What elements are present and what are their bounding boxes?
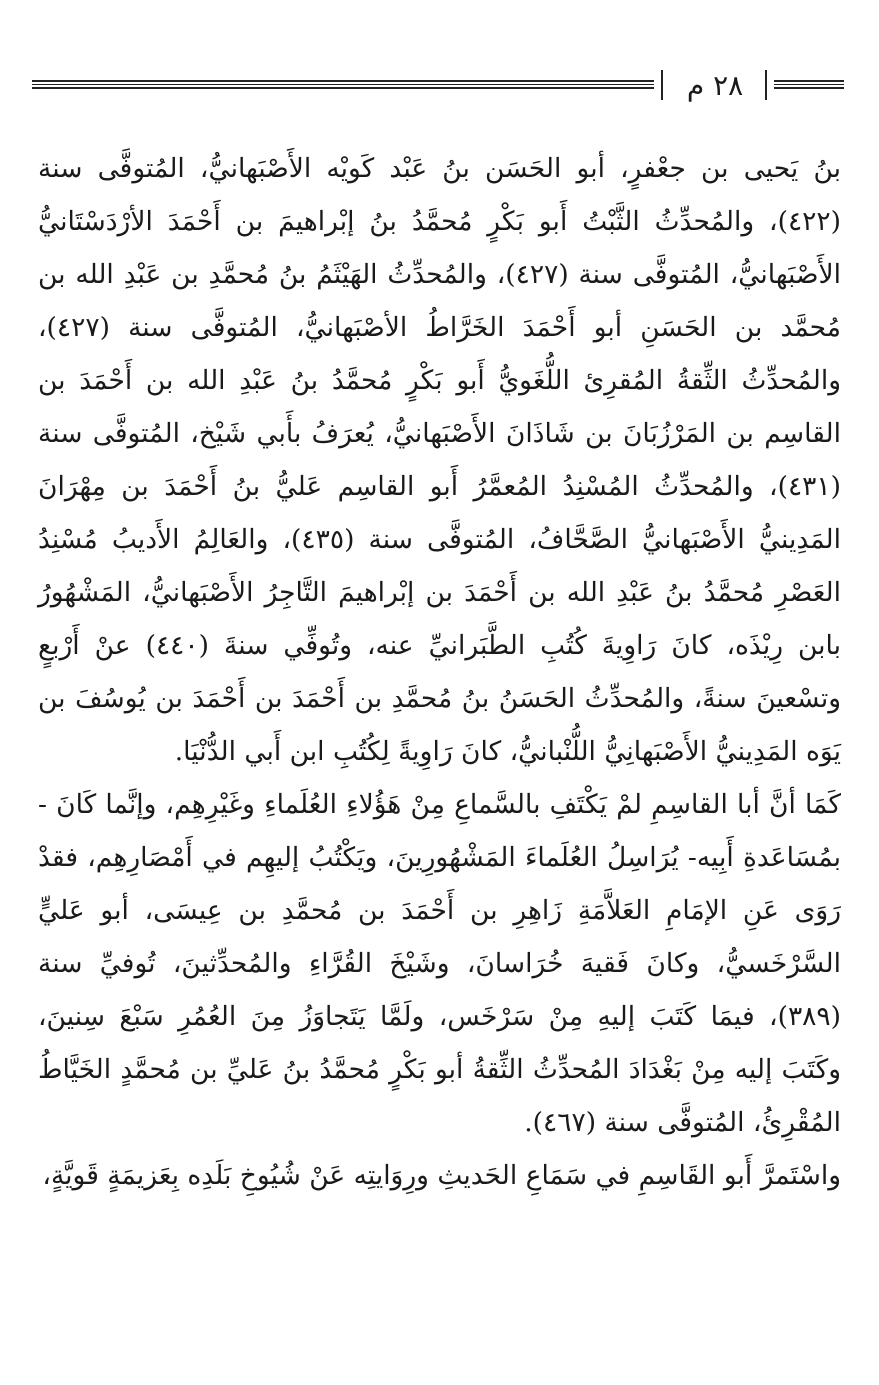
paragraph-2: كَمَا أنَّ أبا القاسِمِ لمْ يَكْتَفِ بالسَّماعِ مِنْ هَؤُلاءِ العُلَماءِ وغَيْرِهِم، وإنَّما كَانَ - بمُسَاعَدةِ أَبِيه- يُرَاسِلُ العُلَماءَ المَشْهُورِينَ، ويَكْتُبُ إليهِم في أَمْصَارِهِم، فقدْ رَوَى عَنِ الإمَامِ العَلاَّمَةِ زَاهِرِ بن أَحْمَدَ بن مُحمَّدِ بن عِيسَى، أبو عَليٍّ السَّرْخَسيُّ، وكانَ فَقيهَ خُرَاسانَ، وشَيْخَ القُرَّاءِ والمُحدِّثينَ، تُوفيِّ سنة (٣٨٩)، فيمَا كَتَبَ إليهِ مِنْ سَرْخَس، ولَمَّا يَتَجاوَزُ مِنَ العُمُرِ سَبْعَ سِنينَ، وكَتَبَ إليه مِنْ بَغْدَادَ المُحدِّثُ الثِّقةُ أبو بَكْرٍ مُحمَّدُ بنُ عَليِّ بن مُحمَّدٍ الخَيَّاطُ المُقْرِئُ، المُتوفَّى سنة (٤٦٧). (38, 789, 841, 1138)
header-rule-right (774, 80, 844, 89)
page-number: ٢٨ م (686, 69, 744, 102)
page-header (32, 66, 844, 106)
header-divider-left (661, 70, 663, 100)
header-rule-left (32, 80, 654, 89)
body-text (38, 142, 841, 1202)
paragraph-1: بنُ يَحيى بن جعْفرٍ، أبو الحَسَن بنُ عَبْد كَويْه الأَصْبَهانيُّ، المُتوفَّى سنة (٤٢٢)، والمُحدِّثُ الثَّبْتُ أَبو بَكْرٍ مُحمَّدُ بنُ إبْراهيمَ بن أَحْمَدَ الأرْدَسْتَانيُّ الأَصْبَهانيُّ، المُتوفَّى سنة (٤٢٧)، والمُحدِّثُ الهَيْثَمُ بنُ مُحمَّدِ بن عَبْدِ الله بن مُحمَّد بن الحَسَنِ أبو أَحْمَدَ الخَرَّاطُ الأصْبَهانيُّ، المُتوفَّى سنة (٤٢٧)، والمُحدِّثُ الثِّقةُ المُقرِئ اللُّغَويُّ أَبو بَكْرٍ مُحمَّدُ بنُ عَبْدِ الله بن أَحْمَدَ بن القاسِم بن المَرْزُبَانَ بن شَاذَانَ الأَصْبَهانيُّ، يُعرَفُ بأَبي شَيْخ، المُتوفَّى سنة (٤٣١)، والمُحدِّثُ المُسْنِدُ المُعمَّرُ أَبو القاسِم عَليُّ بنُ أَحْمَدَ بن مِهْرَانَ المَدِينيُّ الأَصْبَهانيُّ الصَّحَّافُ، المُتوفَّى سنة (٤٣٥)، والعَالِمُ الأَديبُ مُسْنِدُ العَصْرِ مُحمَّدُ بنُ عَبْدِ الله بن أَحْمَدَ بن إبْراهيمَ التَّاجِرُ الأَصْبَهانيُّ، المَشْهُورُ بابن رِيْذَه، كانَ رَاوِيةَ كُتُبِ الطَّبَرانيِّ عنه، وتُوفِّي سنةَ (٤٤٠) عنْ أَرْبعٍ وتسْعينَ سنةً، والمُحدِّثُ الحَسَنُ بنُ مُحمَّدِ بن أَحْمَدَ بن أَحْمَدَ بن يُوسُفَ بن يَوَه المَدِينيُّ الأَصْبَهانِيُّ اللُّنْبانيُّ، كانَ رَاوِيةً لِكُتُبِ ابن أَبي الدُّنْيَا. (38, 153, 842, 767)
header-divider-right (765, 70, 767, 100)
paragraph-3: واسْتَمرَّ أَبو القَاسِمِ في سَمَاعِ الحَديثِ ورِوَايتِه عَنْ شُيُوخِ بَلَدِه بِعَزيمَةٍ قَويَّةٍ، (42, 1160, 841, 1191)
